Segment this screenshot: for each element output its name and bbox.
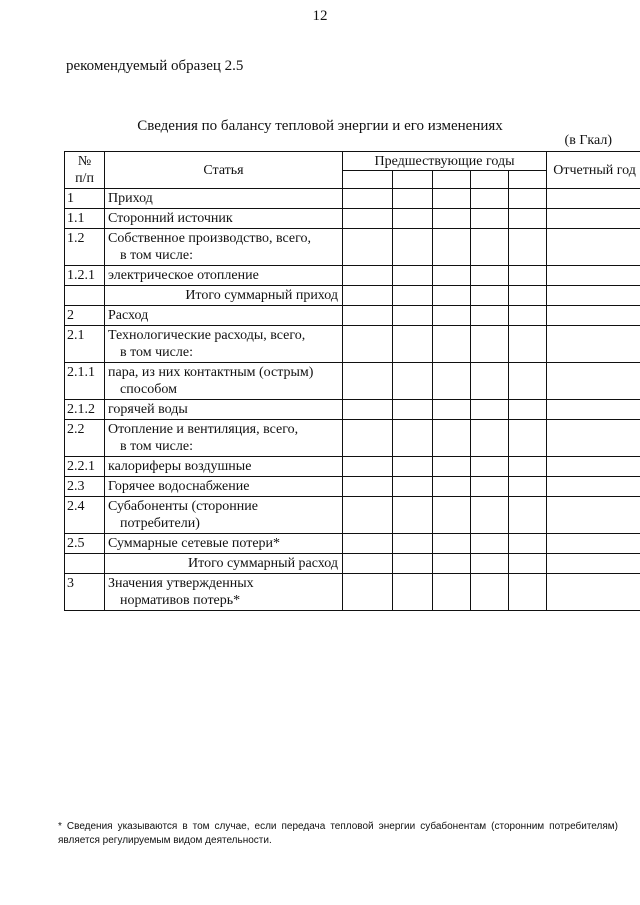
table-row: [65, 286, 640, 306]
previous-year-value-cell[interactable]: [343, 554, 393, 574]
row-total-label: [105, 554, 343, 574]
previous-year-value-cell[interactable]: [393, 306, 433, 326]
row-article: [105, 420, 343, 457]
previous-year-value-cell[interactable]: [393, 477, 433, 497]
previous-year-column-2: [393, 170, 433, 189]
row-article-line1: Суммарные сетевые потери*: [108, 536, 281, 551]
previous-year-value-cell[interactable]: [471, 477, 509, 497]
row-number: 1.2.1: [65, 266, 105, 286]
previous-year-value-cell[interactable]: [509, 420, 547, 457]
reporting-year-value-cell[interactable]: [547, 266, 640, 286]
row-article-line1: пара, из них контактным (острым): [108, 365, 314, 380]
previous-year-value-cell[interactable]: [393, 497, 433, 534]
previous-year-value-cell[interactable]: [509, 189, 547, 209]
page-number: 12: [312, 8, 328, 24]
previous-year-value-cell[interactable]: [343, 363, 393, 400]
previous-year-value-cell[interactable]: [343, 286, 393, 306]
reporting-year-value-cell[interactable]: [547, 363, 640, 400]
reporting-year-value-cell[interactable]: [547, 326, 640, 363]
previous-year-value-cell[interactable]: [509, 363, 547, 400]
heat-balance-table: [64, 151, 640, 611]
table-row: [65, 574, 640, 611]
reporting-year-value-cell[interactable]: [547, 497, 640, 534]
row-article: [105, 229, 343, 266]
previous-year-value-cell[interactable]: [433, 534, 471, 554]
sample-label: рекомендуемый образец 2.5: [66, 58, 244, 74]
table-row: [65, 400, 640, 420]
previous-year-value-cell[interactable]: [509, 229, 547, 266]
previous-year-value-cell[interactable]: [393, 534, 433, 554]
previous-year-value-cell[interactable]: [509, 477, 547, 497]
previous-year-value-cell[interactable]: [393, 400, 433, 420]
previous-year-value-cell[interactable]: [343, 457, 393, 477]
previous-year-value-cell[interactable]: [471, 229, 509, 266]
previous-year-value-cell[interactable]: [471, 554, 509, 574]
previous-year-value-cell[interactable]: [471, 497, 509, 534]
previous-year-value-cell[interactable]: [433, 229, 471, 266]
table-row: [65, 209, 640, 229]
row-article-line2: в том числе:: [120, 345, 193, 360]
row-article: [105, 306, 343, 326]
previous-year-value-cell[interactable]: [343, 266, 393, 286]
row-article: [105, 534, 343, 554]
row-number: 1.2: [65, 229, 105, 266]
table-body: [65, 189, 640, 611]
previous-year-value-cell[interactable]: [433, 209, 471, 229]
row-number: 2.3: [65, 477, 105, 497]
row-article-line1: Итого суммарный приход: [185, 288, 338, 303]
header-previous-years: Предшествующие годы: [343, 152, 547, 171]
previous-year-value-cell[interactable]: [393, 420, 433, 457]
previous-year-value-cell[interactable]: [343, 420, 393, 457]
previous-year-value-cell[interactable]: [343, 189, 393, 209]
table-row: [65, 306, 640, 326]
previous-year-value-cell[interactable]: [343, 229, 393, 266]
previous-year-value-cell[interactable]: [509, 554, 547, 574]
previous-year-value-cell[interactable]: [393, 574, 433, 611]
table-row: [65, 477, 640, 497]
previous-year-value-cell[interactable]: [471, 457, 509, 477]
row-article-line1: Собственное производство, всего,: [108, 231, 312, 246]
header-number-line2: п/п: [75, 171, 94, 186]
previous-year-value-cell[interactable]: [471, 306, 509, 326]
reporting-year-value-cell[interactable]: [547, 189, 640, 209]
row-number: 2: [65, 306, 105, 326]
row-article-line1: Горячее водоснабжение: [108, 479, 250, 494]
previous-year-value-cell[interactable]: [393, 209, 433, 229]
previous-year-value-cell[interactable]: [471, 363, 509, 400]
row-article-line1: Расход: [108, 308, 149, 323]
previous-year-value-cell[interactable]: [509, 457, 547, 477]
row-number: 2.1.1: [65, 363, 105, 400]
previous-year-column-5: [509, 170, 547, 189]
reporting-year-value-cell[interactable]: [547, 574, 640, 611]
previous-year-value-cell[interactable]: [393, 326, 433, 363]
row-article-line1: Приход: [108, 191, 153, 206]
row-article-line1: Значения утвержденных: [108, 576, 254, 591]
previous-year-value-cell[interactable]: [343, 497, 393, 534]
previous-year-value-cell[interactable]: [433, 266, 471, 286]
previous-year-value-cell[interactable]: [433, 189, 471, 209]
table-row: [65, 229, 640, 266]
row-number: [65, 286, 105, 306]
previous-year-value-cell[interactable]: [393, 554, 433, 574]
row-article-line2: нормативов потерь*: [120, 593, 241, 608]
previous-year-value-cell[interactable]: [471, 266, 509, 286]
row-article: [105, 497, 343, 534]
previous-year-value-cell[interactable]: [393, 266, 433, 286]
reporting-year-value-cell[interactable]: [547, 477, 640, 497]
previous-year-column-4: [471, 170, 509, 189]
reporting-year-value-cell[interactable]: [547, 229, 640, 266]
reporting-year-value-cell[interactable]: [547, 457, 640, 477]
previous-year-value-cell[interactable]: [433, 477, 471, 497]
row-article-line1: Субабоненты (сторонние: [108, 499, 258, 514]
unit-label: (в Гкал): [564, 133, 612, 148]
reporting-year-value-cell[interactable]: [547, 400, 640, 420]
previous-year-value-cell[interactable]: [433, 363, 471, 400]
row-article: [105, 457, 343, 477]
row-number: 2.1.2: [65, 400, 105, 420]
previous-year-value-cell[interactable]: [433, 400, 471, 420]
previous-year-value-cell[interactable]: [343, 534, 393, 554]
previous-year-value-cell[interactable]: [393, 457, 433, 477]
row-number: 2.1: [65, 326, 105, 363]
row-number: 2.4: [65, 497, 105, 534]
previous-year-value-cell[interactable]: [433, 420, 471, 457]
row-article: [105, 266, 343, 286]
previous-year-value-cell[interactable]: [509, 497, 547, 534]
document-title: Сведения по балансу тепловой энергии и его изменениях: [137, 118, 503, 134]
previous-year-value-cell[interactable]: [393, 286, 433, 306]
table-row: [65, 497, 640, 534]
previous-year-value-cell[interactable]: [433, 326, 471, 363]
row-article-line2: способом: [120, 382, 177, 397]
table-row: [65, 326, 640, 363]
previous-year-value-cell[interactable]: [343, 306, 393, 326]
row-number: 2.2: [65, 420, 105, 457]
reporting-year-value-cell[interactable]: [547, 306, 640, 326]
previous-year-value-cell[interactable]: [471, 400, 509, 420]
row-article-line2: потребители): [120, 516, 200, 531]
previous-year-value-cell[interactable]: [343, 326, 393, 363]
previous-year-value-cell[interactable]: [343, 574, 393, 611]
previous-year-value-cell[interactable]: [509, 286, 547, 306]
table-row: [65, 534, 640, 554]
row-article-line1: калориферы воздушные: [108, 459, 252, 474]
previous-year-value-cell[interactable]: [471, 286, 509, 306]
row-article-line1: Отопление и вентиляция, всего,: [108, 422, 299, 437]
previous-year-value-cell[interactable]: [509, 326, 547, 363]
reporting-year-value-cell[interactable]: [547, 286, 640, 306]
table-row: [65, 457, 640, 477]
table-row: [65, 266, 640, 286]
previous-year-value-cell[interactable]: [509, 209, 547, 229]
header-number: [65, 152, 105, 189]
previous-year-value-cell[interactable]: [433, 574, 471, 611]
row-article-line2: в том числе:: [120, 248, 193, 263]
previous-year-value-cell[interactable]: [393, 229, 433, 266]
previous-year-value-cell[interactable]: [509, 534, 547, 554]
row-number: 3: [65, 574, 105, 611]
row-number: 1: [65, 189, 105, 209]
previous-year-value-cell[interactable]: [433, 554, 471, 574]
row-article: [105, 189, 343, 209]
table-row: [65, 363, 640, 400]
previous-year-value-cell[interactable]: [343, 477, 393, 497]
previous-year-value-cell[interactable]: [393, 363, 433, 400]
header-number-line1: №: [77, 154, 92, 169]
row-article: [105, 326, 343, 363]
footnote: * Сведения указываются в том случае, если передача тепловой энергии субабонентам (сторонним потребителям) является регулируемым видом деятельности.: [58, 821, 618, 846]
reporting-year-value-cell[interactable]: [547, 209, 640, 229]
row-article: [105, 209, 343, 229]
row-article-line1: Сторонний источник: [108, 211, 233, 226]
previous-year-column-1: [343, 170, 393, 189]
reporting-year-value-cell[interactable]: [547, 534, 640, 554]
row-number: 2.2.1: [65, 457, 105, 477]
row-article-line2: в том числе:: [120, 439, 193, 454]
row-number: 1.1: [65, 209, 105, 229]
previous-year-value-cell[interactable]: [471, 574, 509, 611]
previous-year-value-cell[interactable]: [509, 306, 547, 326]
previous-year-value-cell[interactable]: [433, 497, 471, 534]
reporting-year-value-cell[interactable]: [547, 420, 640, 457]
previous-year-value-cell[interactable]: [471, 326, 509, 363]
previous-year-column-3: [433, 170, 471, 189]
previous-year-value-cell[interactable]: [433, 286, 471, 306]
table-row: [65, 189, 640, 209]
header-reporting-year: Отчетный год: [547, 152, 640, 189]
previous-year-value-cell[interactable]: [343, 209, 393, 229]
table-row: [65, 554, 640, 574]
previous-year-value-cell[interactable]: [471, 189, 509, 209]
previous-year-value-cell[interactable]: [509, 574, 547, 611]
table-row: [65, 420, 640, 457]
table-header-row: [65, 152, 640, 171]
row-article: [105, 477, 343, 497]
previous-year-value-cell[interactable]: [393, 189, 433, 209]
previous-year-value-cell[interactable]: [343, 400, 393, 420]
header-article: Статья: [105, 152, 343, 189]
previous-year-value-cell[interactable]: [509, 400, 547, 420]
row-article-line1: Технологические расходы, всего,: [108, 328, 306, 343]
previous-year-value-cell[interactable]: [433, 306, 471, 326]
row-article: [105, 363, 343, 400]
row-article-line1: электрическое отопление: [108, 268, 259, 283]
previous-year-value-cell[interactable]: [509, 266, 547, 286]
row-article: [105, 574, 343, 611]
row-number: 2.5: [65, 534, 105, 554]
previous-year-value-cell[interactable]: [471, 420, 509, 457]
previous-year-value-cell[interactable]: [471, 534, 509, 554]
row-total-label: [105, 286, 343, 306]
row-article: [105, 400, 343, 420]
previous-year-value-cell[interactable]: [471, 209, 509, 229]
row-article-line1: горячей воды: [108, 402, 188, 417]
reporting-year-value-cell[interactable]: [547, 554, 640, 574]
row-article-line1: Итого суммарный расход: [188, 556, 338, 571]
row-number: [65, 554, 105, 574]
previous-year-value-cell[interactable]: [433, 457, 471, 477]
